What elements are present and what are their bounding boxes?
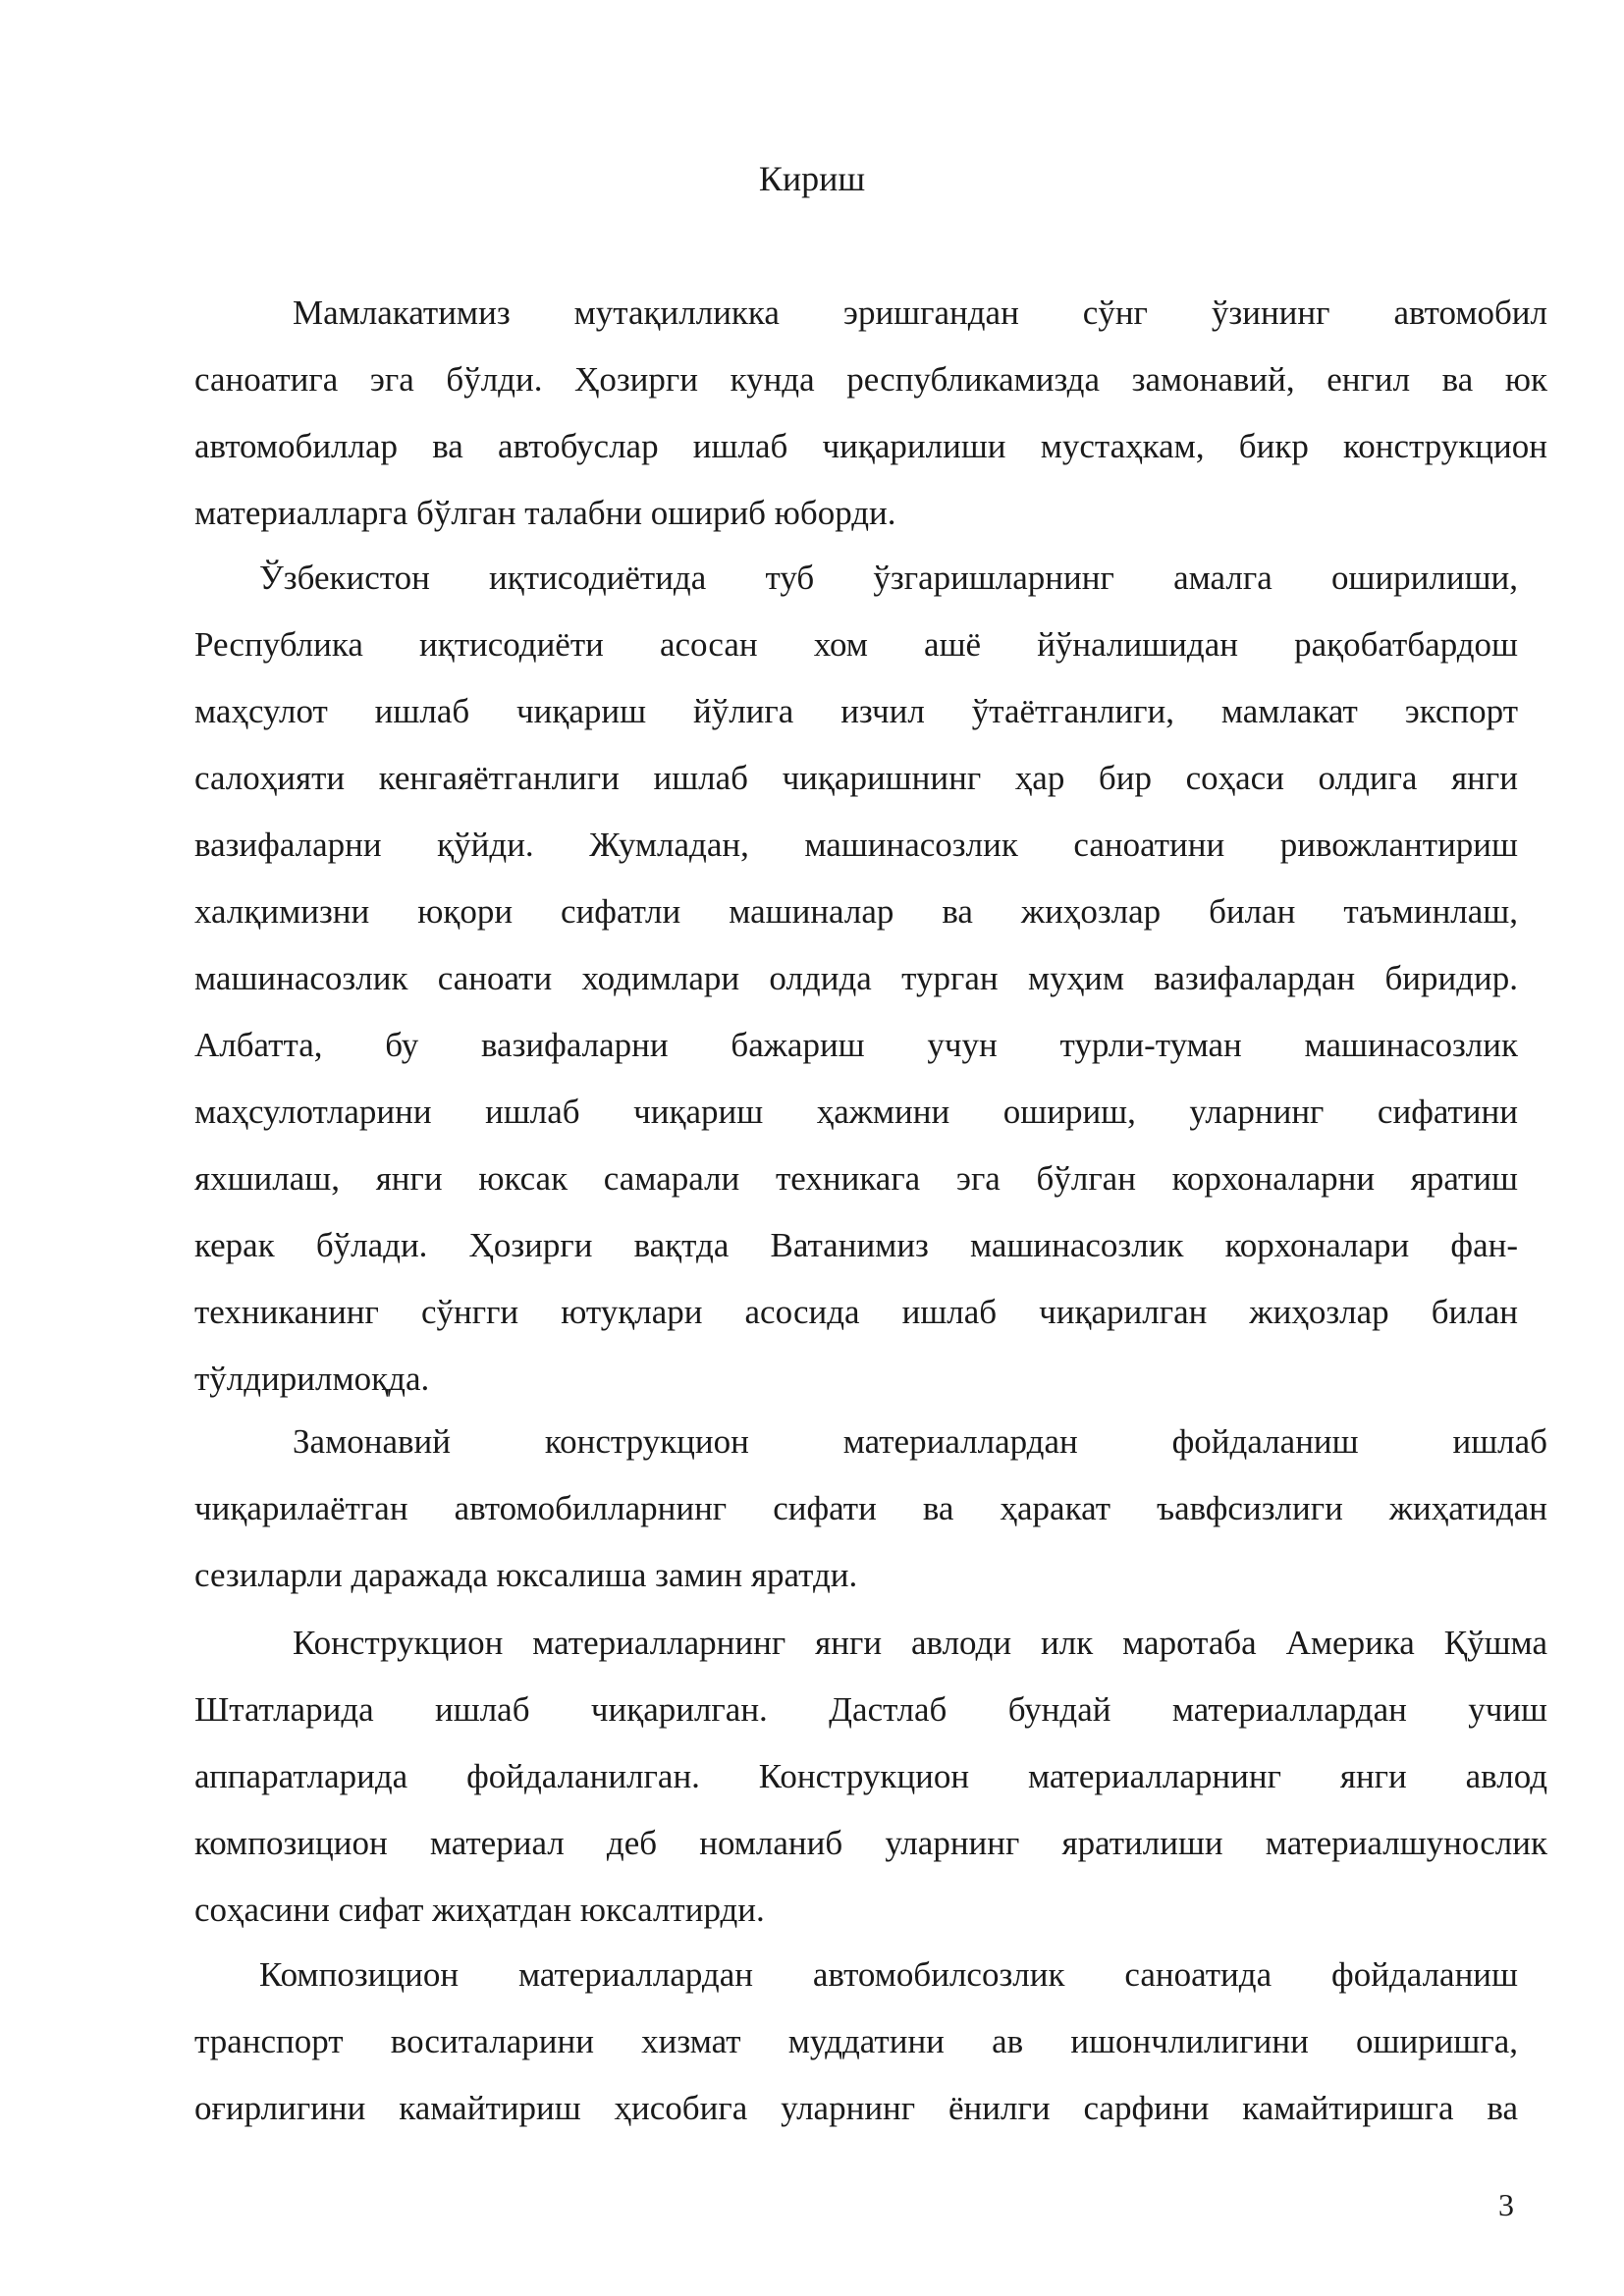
paragraph-line: Мамлакатимиз мутақилликка эришгандан сўнг ўзининг автомобил xyxy=(293,294,1547,332)
paragraph-line: саноатига эга бўлди. Ҳозирги кунда республикамизда замонавий, енгил ва юк xyxy=(194,360,1547,399)
paragraph-line: техниканинг сўнгги ютуқлари асосида ишлаб чиқарилган жиҳозлар билан xyxy=(194,1293,1518,1331)
paragraph-line: халқимизни юқори сифатли машиналар ва жиҳозлар билан таъминлаш, xyxy=(194,892,1518,931)
paragraph-1 xyxy=(194,280,1547,547)
paragraph-line: автомобиллар ва автобуслар ишлаб чиқарилиши мустаҳкам, бикр конструкцион xyxy=(194,427,1547,465)
page-title: Кириш xyxy=(758,159,866,198)
paragraph-line: материалларга бўлган талабни ошириб юборди. xyxy=(194,494,896,532)
paragraph-line: оғирлигини камайтириш ҳисобига уларнинг ёнилги сарфини камайтиришга ва xyxy=(194,2089,1518,2127)
paragraph-line: сезиларли даражада юксалиша замин яратди. xyxy=(194,1556,858,1594)
paragraph-line: Штатларида ишлаб чиқарилган. Дастлаб бундай материаллардан учиш xyxy=(194,1690,1547,1729)
paragraph-line: транспорт воситаларини хизмат муддатини ав ишончлилигини оширишга, xyxy=(194,2022,1518,2060)
paragraph-line: маҳсулотларини ишлаб чиқариш ҳажмини ошириш, уларнинг сифатини xyxy=(194,1093,1518,1131)
paragraph-line: яхшилаш, янги юксак самарали техникага эга бўлган корхоналарни яратиш xyxy=(194,1159,1518,1198)
paragraph-line: машинасозлик саноати ходимлари олдида турган муҳим вазифалардан биридир. xyxy=(194,959,1518,997)
paragraph-line: Композицион материаллардан автомобилсозлик саноатида фойдаланиш xyxy=(259,1955,1518,1994)
paragraph-line: Республика иқтисодиёти асосан хом ашё йўналишидан рақобатбардош xyxy=(194,625,1518,664)
paragraph-5 xyxy=(194,1942,1518,2142)
paragraph-line: Конструкцион материалларнинг янги авлоди илк маротаба Америка Қўшма xyxy=(293,1624,1547,1662)
paragraph-line: соҳасини сифат жиҳатдан юксалтирди. xyxy=(194,1891,765,1929)
paragraph-line: маҳсулот ишлаб чиқариш йўлига изчил ўтаётганлиги, мамлакат экспорт xyxy=(194,692,1518,730)
paragraph-line: салоҳияти кенгаяётганлиги ишлаб чиқаришнинг ҳар бир соҳаси олдига янги xyxy=(194,759,1518,797)
paragraph-line: аппаратларида фойдаланилган. Конструкцион материалларнинг янги авлод xyxy=(194,1757,1547,1795)
paragraph-line: Албатта, бу вазифаларни бажариш учун турли-туман машинасозлик xyxy=(194,1026,1518,1064)
paragraph-2 xyxy=(194,545,1518,1413)
paragraph-line: Ўзбекистон иқтисодиётида туб ўзгаришларнинг амалга оширилиши, xyxy=(259,559,1518,597)
paragraph-line: композицион материал деб номланиб уларнинг яратилиши материалшунослик xyxy=(194,1824,1547,1862)
paragraph-line: керак бўлади. Ҳозирги вақтда Ватанимиз машинасозлик корхоналари фан- xyxy=(194,1226,1518,1264)
paragraph-line: тўлдирилмоқда. xyxy=(194,1360,430,1398)
paragraph-3 xyxy=(194,1409,1547,1609)
page-number: 3 xyxy=(1498,2187,1514,2222)
paragraph-line: Замонавий конструкцион материаллардан фойдаланиш ишлаб xyxy=(293,1422,1547,1461)
paragraph-4 xyxy=(194,1610,1547,1944)
paragraph-line: вазифаларни қўйди. Жумладан, машинасозлик саноатини ривожлантириш xyxy=(194,826,1518,864)
paragraph-line: чиқарилаётган автомобилларнинг сифати ва ҳаракат ъавфсизлиги жиҳатидан xyxy=(194,1489,1547,1527)
